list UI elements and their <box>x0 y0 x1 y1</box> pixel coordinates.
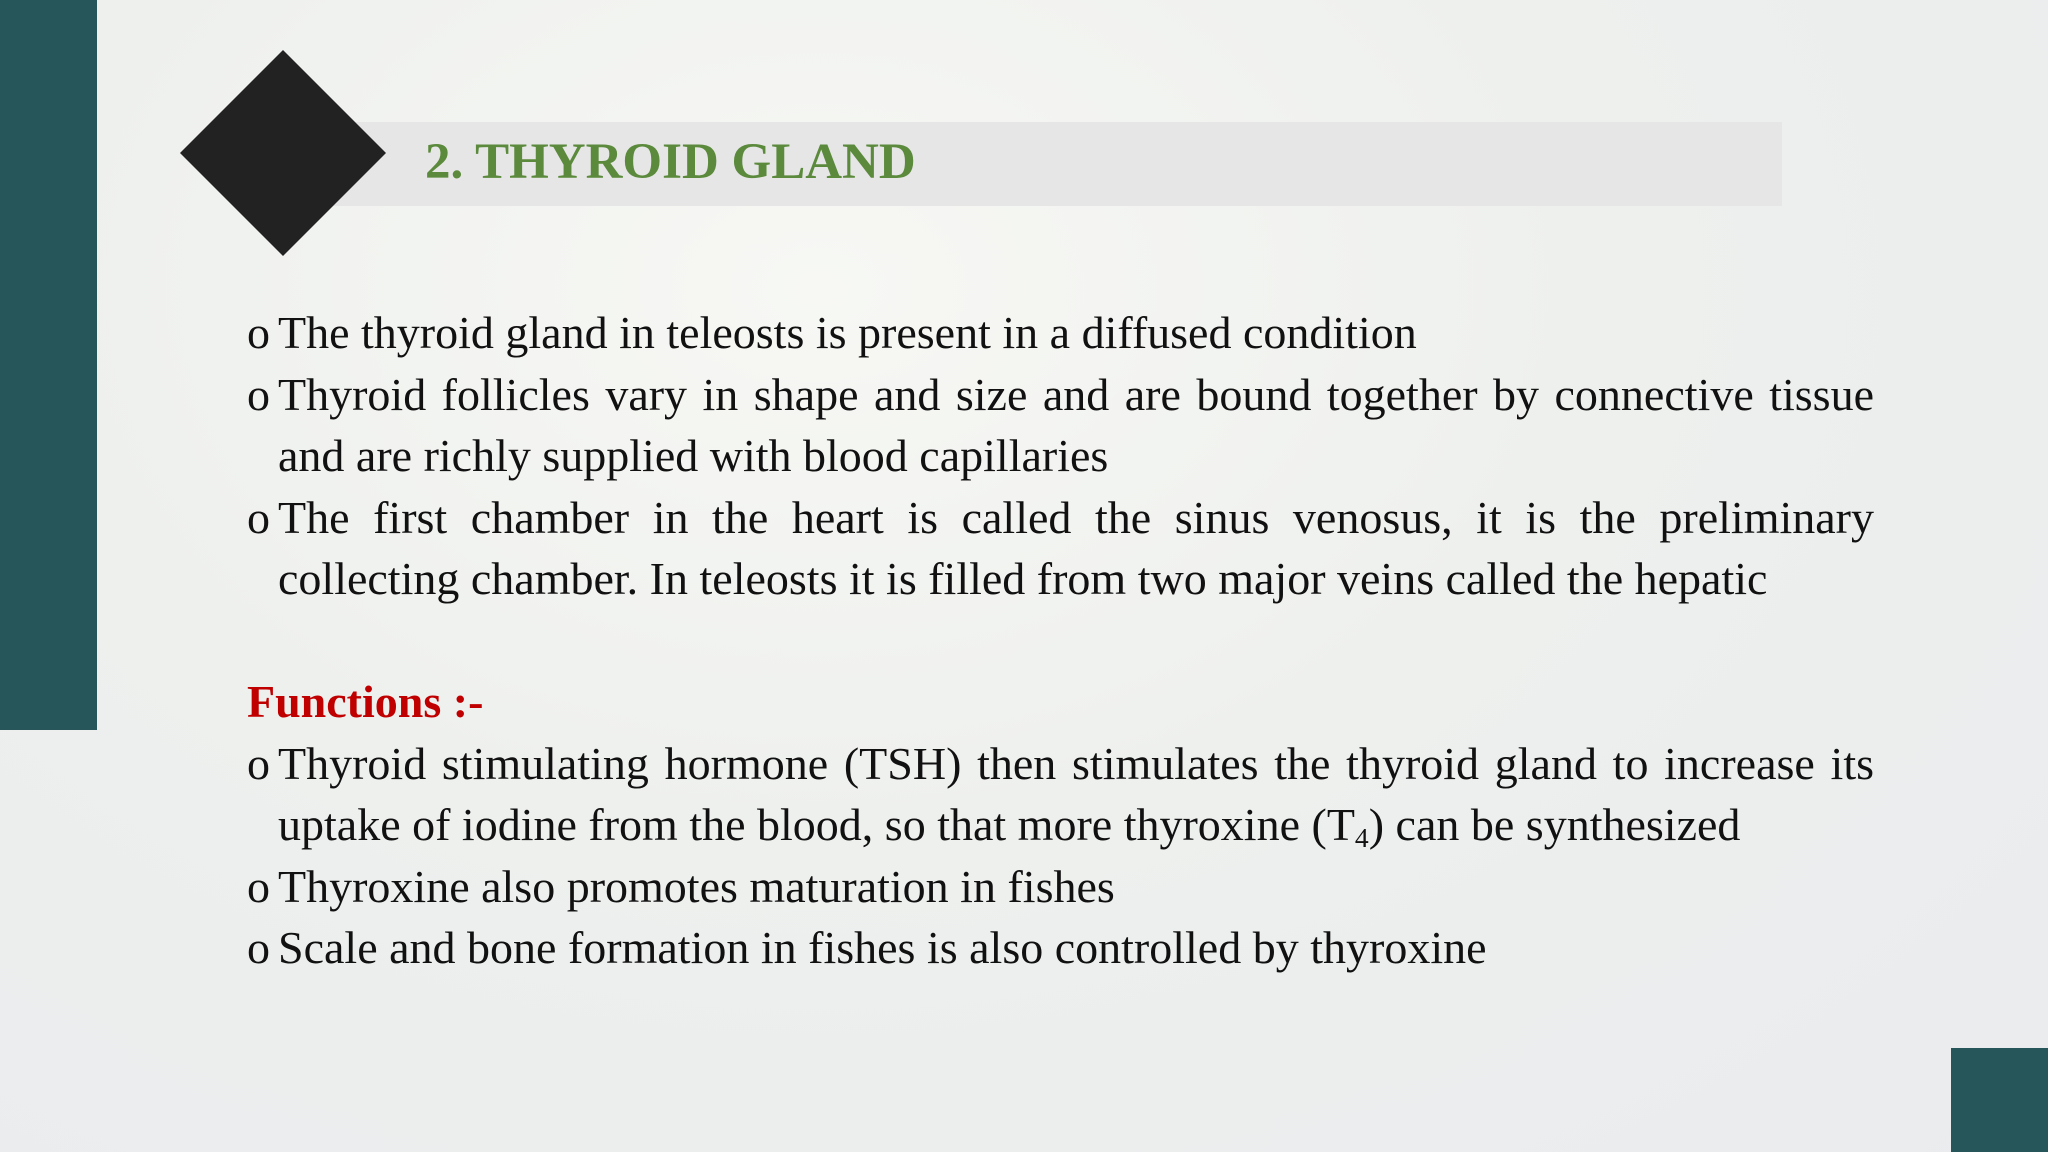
bullet-item <box>247 487 1874 610</box>
bullet-marker: o <box>247 307 270 358</box>
spacer <box>247 610 1874 672</box>
function-item <box>247 856 1874 918</box>
bullet-text: Thyroid follicles vary in shape and size and are bound together by connective tissue and are richly supplied with blood capillaries <box>278 368 1874 481</box>
subscript: 4 <box>1354 821 1369 853</box>
bullet-marker: o <box>247 860 270 912</box>
bullet-marker: o <box>247 368 270 420</box>
bullet-text: The thyroid gland in teleosts is present in a diffused condition <box>278 307 1417 358</box>
bullet-text: The first chamber in the heart is called the sinus venosus, it is the preliminary collecting chamber. In teleosts it is filled from two major veins called the hepatic <box>278 491 1874 604</box>
function-text-part: Thyroid stimulating hormone (TSH) then stimulates the thyroid gland to increase its uptake of iodine from the blood, so that more thyroxine (T <box>278 737 1874 850</box>
bullet-marker: o <box>247 737 270 789</box>
function-item <box>247 733 1874 856</box>
slide-content <box>247 302 1874 979</box>
bullet-marker: o <box>247 491 270 543</box>
function-text: Thyroxine also promotes maturation in fishes <box>278 860 1115 912</box>
bullet-item <box>247 364 1874 487</box>
diamond-shape <box>180 50 386 256</box>
bullet-item <box>247 302 1874 364</box>
function-item <box>247 917 1874 979</box>
function-text: Scale and bone formation in fishes is also controlled by thyroxine <box>278 922 1487 973</box>
function-text-part: ) can be synthesized <box>1368 799 1741 850</box>
left-accent-bar <box>0 0 97 730</box>
function-text <box>278 738 1874 851</box>
bullet-marker: o <box>247 922 270 973</box>
functions-heading: Functions :- <box>247 676 484 727</box>
slide-title: 2. THYROID GLAND <box>425 134 916 190</box>
corner-accent-block <box>1951 1048 2048 1152</box>
